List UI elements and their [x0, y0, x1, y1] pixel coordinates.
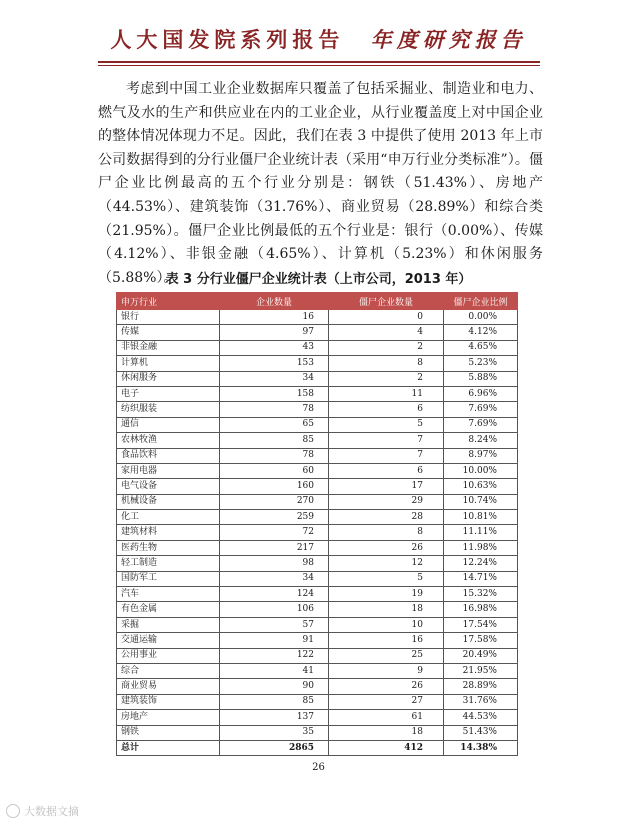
firm-count-cell: 137: [220, 710, 329, 725]
zombie-ratio-cell: 10.74%: [444, 494, 518, 509]
table-row: [117, 340, 518, 355]
zombie-ratio-cell: 17.58%: [444, 633, 518, 648]
zombie-count-cell: 5: [329, 417, 444, 432]
zombie-ratio-cell: 21.95%: [444, 663, 518, 678]
industry-cell: 机械设备: [117, 494, 220, 509]
table-row: [117, 325, 518, 340]
industry-cell: 国防军工: [117, 571, 220, 586]
firm-count-cell: 124: [220, 587, 329, 602]
industry-cell: 采掘: [117, 617, 220, 632]
zombie-count-cell: 2: [329, 371, 444, 386]
industry-cell: 医药生物: [117, 540, 220, 555]
firm-count-cell: 34: [220, 371, 329, 386]
table-row: [117, 679, 518, 694]
zombie-ratio-cell: 10.00%: [444, 463, 518, 478]
zombie-ratio-cell: 51.43%: [444, 725, 518, 740]
industry-cell: 传媒: [117, 325, 220, 340]
zombie-count-cell: 26: [329, 540, 444, 555]
header-annual: 年度研究报告: [370, 27, 527, 52]
industry-cell: 有色金属: [117, 602, 220, 617]
firm-count-cell: 43: [220, 340, 329, 355]
firm-count-cell: 91: [220, 633, 329, 648]
zombie-count-cell: 19: [329, 587, 444, 602]
table-row: [117, 402, 518, 417]
total-firm-count-cell: 2865: [220, 740, 329, 755]
zombie-ratio-cell: 4.12%: [444, 325, 518, 340]
zombie-firm-table: [116, 292, 518, 756]
industry-cell: 钢铁: [117, 725, 220, 740]
table-row: [117, 725, 518, 740]
zombie-count-cell: 11: [329, 386, 444, 401]
zombie-count-cell: 18: [329, 602, 444, 617]
firm-count-cell: 35: [220, 725, 329, 740]
total-zombie-count-cell: 412: [329, 740, 444, 755]
zombie-ratio-cell: 16.98%: [444, 602, 518, 617]
table-row: [117, 587, 518, 602]
industry-cell: 房地产: [117, 710, 220, 725]
table-row: [117, 617, 518, 632]
firm-count-cell: 270: [220, 494, 329, 509]
header-series: 人大国发院系列报告: [110, 27, 345, 52]
firm-count-cell: 85: [220, 694, 329, 709]
paragraph-text: 考虑到中国工业企业数据库只覆盖了包括采掘业、制造业和电力、燃气及水的生产和供应业在内的工业企业，从行业覆盖度上对中国企业的整体情况体现力不足。因此，我们在表 3 中提供了使用 2013 年上市公司数据得到的分行业僵尸企业统计表（采用“申万行业分类标准”）。僵尸企业比例最高的五个行业分别是：钢铁（51.43%）、房地产（44.53%）、建筑装饰（31.76%）、商业贸易（28.89%）和综合类（21.95%）。僵尸企业比例最低的五个行业是：银行（0.00%）、传媒（4.12%）、非银金融（4.65%）、计算机（5.23%）和休闲服务（5.88%）。: [98, 81, 543, 286]
table-body: [117, 310, 518, 756]
firm-count-cell: 85: [220, 433, 329, 448]
firm-count-cell: 217: [220, 540, 329, 555]
industry-cell: 建筑装饰: [117, 694, 220, 709]
firm-count-cell: 34: [220, 571, 329, 586]
zombie-ratio-cell: 0.00%: [444, 310, 518, 325]
table-row: [117, 463, 518, 478]
table-row: [117, 479, 518, 494]
zombie-ratio-cell: 7.69%: [444, 417, 518, 432]
watermark-icon: [6, 804, 20, 818]
zombie-ratio-cell: 8.97%: [444, 448, 518, 463]
total-industry-cell: 总计: [117, 740, 220, 755]
firm-count-cell: 72: [220, 525, 329, 540]
col-header-industry: 申万行业: [117, 293, 220, 310]
watermark-text: 大数据文摘: [24, 805, 79, 818]
table-total-row: [117, 740, 518, 755]
zombie-ratio-cell: 6.96%: [444, 386, 518, 401]
zombie-count-cell: 28: [329, 510, 444, 525]
firm-count-cell: 122: [220, 648, 329, 663]
industry-cell: 化工: [117, 510, 220, 525]
table-row: [117, 556, 518, 571]
table-header-row: [117, 293, 518, 310]
industry-cell: 综合: [117, 663, 220, 678]
table-row: [117, 356, 518, 371]
header-rule: [98, 61, 540, 63]
firm-count-cell: 153: [220, 356, 329, 371]
table-row: [117, 371, 518, 386]
firm-count-cell: 16: [220, 310, 329, 325]
firm-count-cell: 41: [220, 663, 329, 678]
industry-cell: 建筑材料: [117, 525, 220, 540]
table-row: [117, 386, 518, 401]
zombie-count-cell: 9: [329, 663, 444, 678]
industry-cell: 休闲服务: [117, 371, 220, 386]
zombie-count-cell: 18: [329, 725, 444, 740]
zombie-count-cell: 2: [329, 340, 444, 355]
firm-count-cell: 90: [220, 679, 329, 694]
zombie-count-cell: 61: [329, 710, 444, 725]
table-title: 表 3 分行业僵尸企业统计表（上市公司，2013 年）: [165, 272, 472, 287]
zombie-ratio-cell: 12.24%: [444, 556, 518, 571]
table-row: [117, 310, 518, 325]
zombie-count-cell: 25: [329, 648, 444, 663]
industry-cell: 银行: [117, 310, 220, 325]
zombie-count-cell: 0: [329, 310, 444, 325]
firm-count-cell: 97: [220, 325, 329, 340]
firm-count-cell: 259: [220, 510, 329, 525]
industry-cell: 农林牧渔: [117, 433, 220, 448]
zombie-ratio-cell: 31.76%: [444, 694, 518, 709]
zombie-ratio-cell: 5.88%: [444, 371, 518, 386]
zombie-ratio-cell: 17.54%: [444, 617, 518, 632]
firm-count-cell: 160: [220, 479, 329, 494]
table-row: [117, 710, 518, 725]
table-row: [117, 510, 518, 525]
industry-cell: 非银金融: [117, 340, 220, 355]
table-row: [117, 648, 518, 663]
industry-cell: 计算机: [117, 356, 220, 371]
col-header-firm-count: 企业数量: [220, 293, 329, 310]
zombie-count-cell: 17: [329, 479, 444, 494]
table-row: [117, 448, 518, 463]
table-row: [117, 633, 518, 648]
industry-cell: 公用事业: [117, 648, 220, 663]
firm-count-cell: 65: [220, 417, 329, 432]
zombie-ratio-cell: 14.71%: [444, 571, 518, 586]
zombie-ratio-cell: 28.89%: [444, 679, 518, 694]
firm-count-cell: 106: [220, 602, 329, 617]
industry-cell: 电子: [117, 386, 220, 401]
industry-cell: 汽车: [117, 587, 220, 602]
industry-cell: 食品饮料: [117, 448, 220, 463]
zombie-count-cell: 8: [329, 356, 444, 371]
firm-count-cell: 98: [220, 556, 329, 571]
firm-count-cell: 60: [220, 463, 329, 478]
zombie-count-cell: 10: [329, 617, 444, 632]
industry-cell: 电气设备: [117, 479, 220, 494]
zombie-ratio-cell: 7.69%: [444, 402, 518, 417]
table-row: [117, 494, 518, 509]
firm-count-cell: 57: [220, 617, 329, 632]
total-zombie-ratio-cell: 14.38%: [444, 740, 518, 755]
table-row: [117, 602, 518, 617]
industry-cell: 交通运输: [117, 633, 220, 648]
table-row: [117, 694, 518, 709]
table-row: [117, 571, 518, 586]
zombie-ratio-cell: 11.11%: [444, 525, 518, 540]
zombie-ratio-cell: 5.23%: [444, 356, 518, 371]
zombie-count-cell: 4: [329, 325, 444, 340]
zombie-count-cell: 8: [329, 525, 444, 540]
zombie-count-cell: 29: [329, 494, 444, 509]
zombie-count-cell: 16: [329, 633, 444, 648]
header-rule-thin: [98, 65, 540, 66]
zombie-count-cell: 12: [329, 556, 444, 571]
industry-cell: 商业贸易: [117, 679, 220, 694]
zombie-ratio-cell: 11.98%: [444, 540, 518, 555]
firm-count-cell: 78: [220, 448, 329, 463]
zombie-ratio-cell: 15.32%: [444, 587, 518, 602]
zombie-ratio-cell: 8.24%: [444, 433, 518, 448]
body-paragraph: [98, 78, 543, 290]
zombie-ratio-cell: 20.49%: [444, 648, 518, 663]
page-number: 26: [312, 762, 325, 773]
industry-cell: 轻工制造: [117, 556, 220, 571]
industry-cell: 家用电器: [117, 463, 220, 478]
zombie-count-cell: 5: [329, 571, 444, 586]
watermark: [6, 803, 79, 819]
zombie-ratio-cell: 44.53%: [444, 710, 518, 725]
table-row: [117, 433, 518, 448]
industry-cell: 通信: [117, 417, 220, 432]
zombie-count-cell: 27: [329, 694, 444, 709]
zombie-count-cell: 26: [329, 679, 444, 694]
zombie-ratio-cell: 10.63%: [444, 479, 518, 494]
col-header-zombie-ratio: 僵尸企业比例: [444, 293, 518, 310]
zombie-count-cell: 7: [329, 433, 444, 448]
zombie-ratio-cell: 4.65%: [444, 340, 518, 355]
zombie-count-cell: 6: [329, 402, 444, 417]
firm-count-cell: 158: [220, 386, 329, 401]
zombie-count-cell: 7: [329, 448, 444, 463]
zombie-ratio-cell: 10.81%: [444, 510, 518, 525]
industry-cell: 纺织服装: [117, 402, 220, 417]
col-header-zombie-count: 僵尸企业数量: [329, 293, 444, 310]
zombie-count-cell: 6: [329, 463, 444, 478]
report-header: [0, 24, 637, 54]
table-row: [117, 540, 518, 555]
table-row: [117, 525, 518, 540]
table-row: [117, 663, 518, 678]
table-row: [117, 417, 518, 432]
firm-count-cell: 78: [220, 402, 329, 417]
